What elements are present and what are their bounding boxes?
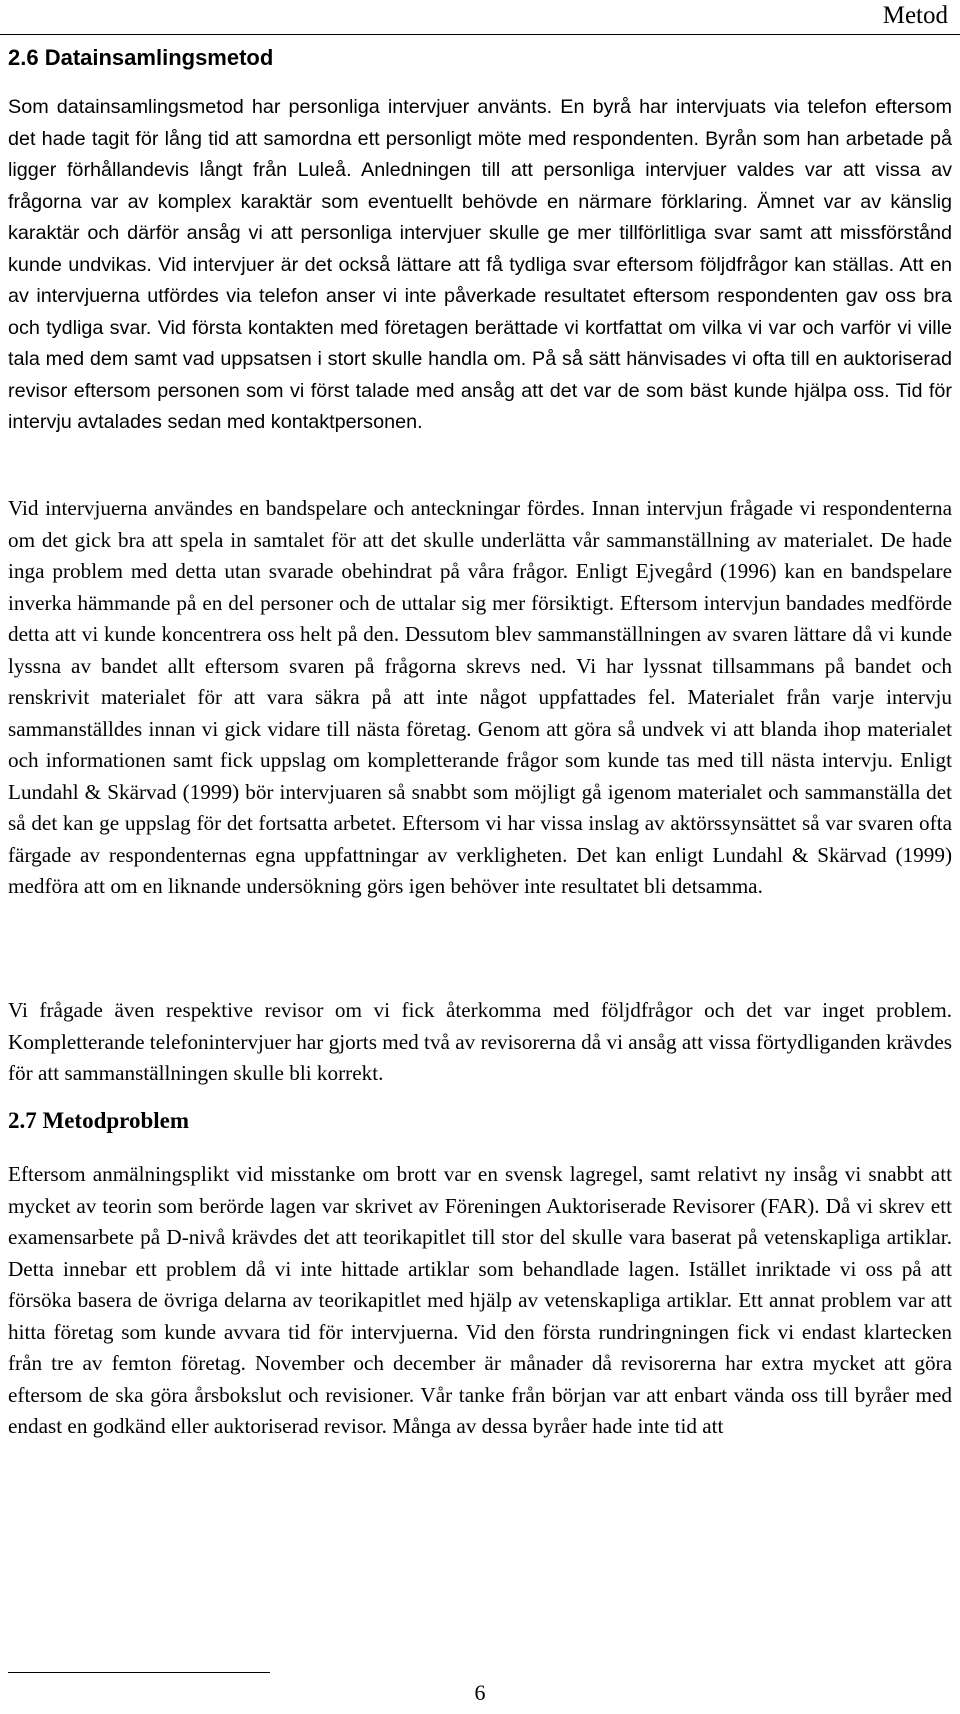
footer-rule [8,1672,270,1673]
running-header [0,0,960,36]
section-heading-datainsamlingsmetod: 2.6 Datainsamlingsmetod [8,45,274,70]
paragraph: Vi frågade även respektive revisor om vi fick återkomma med följdfrågor och det var inget problem. Kompletterande telefonintervjuer har gjorts med två av revisorerna då vi ansåg att vissa förtydliganden krävdes för att sammanställningen skulle bli korrekt. [8,998,952,1085]
paragraph: Som datainsamlingsmetod har personliga intervjuer använts. En byrå har intervjuats via telefon eftersom det hade tagit för lång tid att samordna ett personligt möte med respondenten. Byrån som han arbetade på ligger förhållandevis långt från Luleå. Anledningen till att personliga intervjuer valdes var att vissa av frågorna var av komplex karaktär som eventuellt behövde en närmare förklaring. Ämnet var av känslig karaktär och därför ansåg vi att personliga intervjuer skulle ge mer tillförlitliga svar samt att missförstånd kunde undvikas. Vid intervjuer är det också lättare att få tydliga svar eftersom följdfrågor kan ställas. Att en av intervjuerna utfördes via telefon anser vi inte påverkade resultatet eftersom respondenten gav oss bra och tydliga svar. Vid första kontakten med företagen berättade vi kortfattat om vilka vi var och varför vi ville tala med dem samt vad uppsatsen i stort skulle handla om. På så sätt hänvisades vi ofta till en auktoriserad revisor eftersom personen som vi först talade med ansåg att det var de som bäst kunde hjälpa oss. Tid för intervju avtalades sedan med kontaktpersonen. [8,96,952,433]
paragraph: Vid intervjuerna användes en bandspelare och anteckningar fördes. Innan intervjun frågade vi respondenterna om det gick bra att spela in samtalet för att det skulle underlätta vår sammanställning av materialet. De hade inga problem med detta utan svarade obehindrat på våra frågor. Enligt Ejvegård (1996) kan en bandspelare inverka hämmande på en del personer och de uttalar sig mer försiktigt. Eftersom intervjun bandades medförde detta att vi kunde koncentrera oss helt på den. Dessutom blev sammanställningen av svaren lättare då vi kunde lyssna av bandet allt eftersom svaren på frågorna skrevs ned. Vi har lyssnat tillsammans på bandet och renskrivit materialet för att vara säkra på att inte något uppfattades fel. Materialet från varje intervju sammanställdes innan vi gick vidare till nästa företag. Genom att göra så undvek vi att blanda ihop materialet och informationen samt fick uppslag om kompletterande frågor som kunde tas med till nästa intervju. Enligt Lundahl & Skärvad (1999) bör intervjuaren så snabbt som möjligt gå igenom materialet och sammanställa det så det kan ge uppslag för det fortsatta arbetet. Eftersom vi har vissa inslag av aktörssynsättet så var svaren ofta färgade av respondenternas egna uppfattningar av verkligheten. Det kan enligt Lundahl & Skärvad (1999) medföra att om en liknande undersökning görs igen behöver inte resultatet bli detsamma. [8,496,952,898]
page-number: 6 [474,1680,486,1705]
paragraph: Eftersom anmälningsplikt vid misstanke om brott var en svensk lagregel, samt relativt ny insåg vi snabbt att mycket av teorin som berörde lagen var skrivet av Föreningen Auktoriserade Revisorer (FAR). Då vi skrev ett examensarbete på D-nivå krävdes det att teorikapitlet till stor del skulle vara baserat på vetenskapliga artiklar. Detta innebar ett problem då vi inte hittade artiklar som behandlade lagen. Istället inriktade vi oss på att försöka basera de övriga delarna av teorikapitlet med hjälp av vetenskapliga artiklar. Ett annat problem var att hitta företag som kunde avvara tid för intervjuerna. Vid den första rundringningen fick vi endast klartecken från tre av femton företag. November och december är månader då revisorerna har extra mycket att göra eftersom de ska göra årsbokslut och revisioner. Vår tanke från början var att enbart vända oss till byråer med endast en godkänd eller auktoriserad revisor. Många av dessa byråer hade inte tid att [8,1162,952,1438]
section-heading-metodproblem: 2.7 Metodproblem [8,1108,190,1133]
header-rule [0,34,960,35]
running-header-title: Metod [882,2,948,29]
